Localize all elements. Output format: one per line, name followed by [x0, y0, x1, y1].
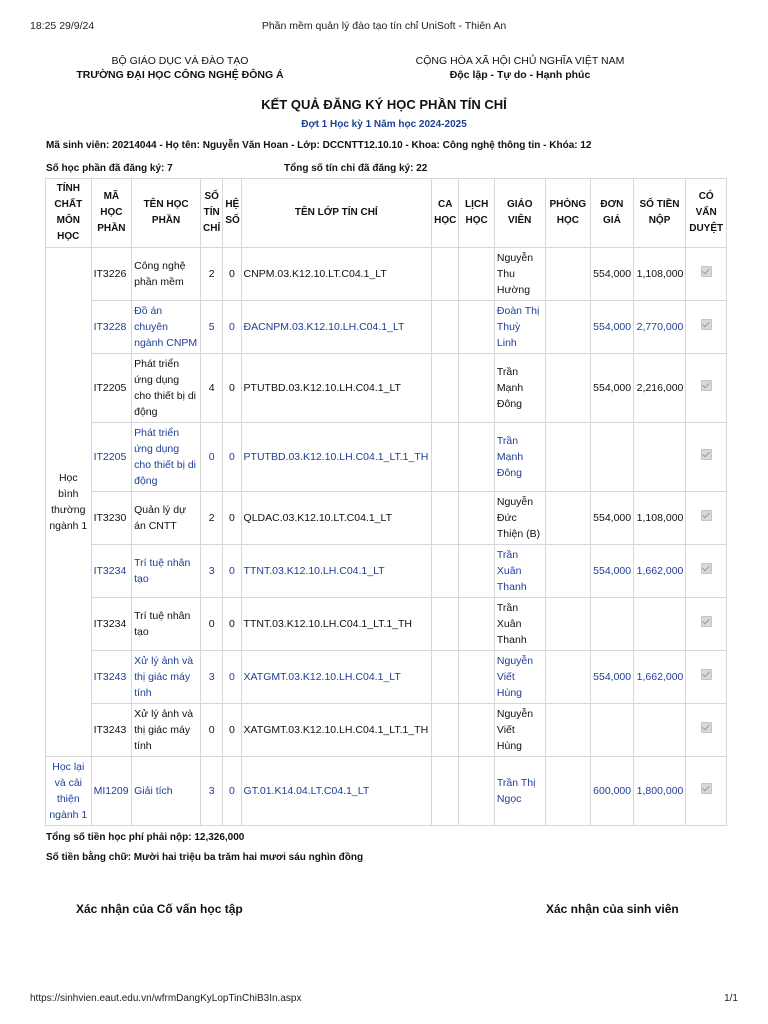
table-row	[46, 651, 727, 704]
advisor-approval-cell	[686, 248, 727, 301]
advisor-signature-label: Xác nhận của Cố vấn học tập	[76, 902, 243, 916]
table-row	[46, 598, 727, 651]
column-header: CA HỌC	[432, 179, 459, 248]
coefficient: 0	[223, 301, 241, 354]
schedule	[459, 598, 494, 651]
amount: 1,662,000	[633, 545, 686, 598]
class-name: QLDAC.03.K12.10.LT.C04.1_LT	[241, 492, 432, 545]
advisor-approval-cell	[686, 301, 727, 354]
column-header: PHÒNG HỌC	[545, 179, 591, 248]
amount: 1,108,000	[633, 248, 686, 301]
approved-checkbox[interactable]	[701, 266, 712, 277]
credits: 3	[201, 651, 223, 704]
class-name: CNPM.03.K12.10.LT.C04.1_LT	[241, 248, 432, 301]
coefficient: 0	[223, 492, 241, 545]
approved-checkbox[interactable]	[701, 380, 712, 391]
course-name: Giải tích	[132, 757, 201, 826]
course-category: Học lại và cải thiện ngành 1	[46, 757, 92, 826]
course-code: IT2205	[91, 354, 132, 423]
report-subtitle: Đợt 1 Học kỳ 1 Năm học 2024-2025	[301, 119, 467, 130]
class-name: ĐACNPM.03.K12.10.LH.C04.1_LT	[241, 301, 432, 354]
national-motto: Độc lập - Tự do - Hạnh phúc	[449, 69, 591, 81]
amount	[633, 598, 686, 651]
course-name: Xử lý ảnh và thị giác máy tính	[132, 651, 201, 704]
report-title: KẾT QUẢ ĐĂNG KÝ HỌC PHẦN TÍN CHỈ	[261, 97, 507, 112]
coefficient: 0	[223, 757, 241, 826]
table-row	[46, 354, 727, 423]
registration-table	[45, 178, 727, 826]
table-body	[46, 248, 727, 826]
unit-price: 554,000	[591, 248, 634, 301]
credits: 0	[201, 423, 223, 492]
schedule	[459, 248, 494, 301]
teacher: Nguyễn Viết Hùng	[494, 651, 545, 704]
course-name: Trí tuệ nhân tạo	[132, 545, 201, 598]
schedule	[459, 354, 494, 423]
unit-price: 554,000	[591, 301, 634, 354]
column-header: MÃ HỌC PHẦN	[91, 179, 132, 248]
course-name: Quản lý dự án CNTT	[132, 492, 201, 545]
approved-checkbox[interactable]	[701, 722, 712, 733]
credits: 0	[201, 598, 223, 651]
teacher: Nguyễn Thu Hường	[494, 248, 545, 301]
shift	[432, 545, 459, 598]
approved-checkbox[interactable]	[701, 319, 712, 330]
shift	[432, 248, 459, 301]
room	[545, 651, 591, 704]
teacher: Trần Mạnh Đông	[494, 423, 545, 492]
credits: 2	[201, 248, 223, 301]
amount: 2,216,000	[633, 354, 686, 423]
country-name: CỘNG HÒA XÃ HỘI CHỦ NGHĨA VIỆT NAM	[415, 55, 625, 67]
room	[545, 704, 591, 757]
course-code: IT3234	[91, 598, 132, 651]
page-number: 1/1	[724, 993, 738, 1004]
schedule	[459, 757, 494, 826]
advisor-approval-cell	[686, 651, 727, 704]
class-name: XATGMT.03.K12.10.LH.C04.1_LT.1_TH	[241, 704, 432, 757]
coefficient: 0	[223, 651, 241, 704]
class-name: GT.01.K14.04.LT.C04.1_LT	[241, 757, 432, 826]
teacher: Trần Xuân Thanh	[494, 598, 545, 651]
shift	[432, 492, 459, 545]
page-url: https://sinhvien.eaut.edu.vn/wfrmDangKyLopTinChiB3In.aspx	[30, 993, 302, 1004]
unit-price: 554,000	[591, 354, 634, 423]
room	[545, 492, 591, 545]
class-name: PTUTBD.03.K12.10.LH.C04.1_LT.1_TH	[241, 423, 432, 492]
print-header	[0, 0, 768, 34]
advisor-approval-cell	[686, 704, 727, 757]
advisor-approval-cell	[686, 423, 727, 492]
course-name: Xử lý ảnh và thị giác máy tính	[132, 704, 201, 757]
amount: 1,108,000	[633, 492, 686, 545]
coefficient: 0	[223, 598, 241, 651]
coefficient: 0	[223, 545, 241, 598]
unit-price: 600,000	[591, 757, 634, 826]
advisor-approval-cell	[686, 598, 727, 651]
course-code: IT3243	[91, 651, 132, 704]
credits: 0	[201, 704, 223, 757]
credits: 3	[201, 757, 223, 826]
ministry-name: BỘ GIÁO DỤC VÀ ĐÀO TẠO	[111, 55, 249, 67]
total-fee: Tổng số tiền học phí phải nộp: 12,326,000	[46, 832, 245, 843]
print-datetime: 18:25 29/9/24	[30, 20, 95, 32]
approved-checkbox[interactable]	[701, 616, 712, 627]
unit-price: 554,000	[591, 545, 634, 598]
unit-price	[591, 423, 634, 492]
teacher: Trần Mạnh Đông	[494, 354, 545, 423]
shift	[432, 757, 459, 826]
room	[545, 354, 591, 423]
unit-price	[591, 598, 634, 651]
teacher: Nguyễn Đức Thiện (B)	[494, 492, 545, 545]
approved-checkbox[interactable]	[701, 510, 712, 521]
shift	[432, 598, 459, 651]
table-row	[46, 492, 727, 545]
advisor-approval-cell	[686, 492, 727, 545]
table-row	[46, 704, 727, 757]
approved-checkbox[interactable]	[701, 669, 712, 680]
shift	[432, 651, 459, 704]
amount: 1,800,000	[633, 757, 686, 826]
unit-price: 554,000	[591, 651, 634, 704]
course-category: Học bình thường ngành 1	[46, 248, 92, 757]
room	[545, 423, 591, 492]
coefficient: 0	[223, 704, 241, 757]
amount: 1,662,000	[633, 651, 686, 704]
registered-courses-count: Số học phần đã đăng ký: 7	[46, 163, 173, 174]
class-name: XATGMT.03.K12.10.LH.C04.1_LT	[241, 651, 432, 704]
room	[545, 545, 591, 598]
schedule	[459, 301, 494, 354]
teacher: Đoàn Thị Thuỳ Linh	[494, 301, 545, 354]
schedule	[459, 492, 494, 545]
unit-price	[591, 704, 634, 757]
schedule	[459, 545, 494, 598]
teacher: Nguyễn Viết Hùng	[494, 704, 545, 757]
column-header: SỐ TIỀN NỘP	[633, 179, 686, 248]
student-info: Mã sinh viên: 20214044 - Họ tên: Nguyễn Văn Hoan - Lớp: DCCNTT12.10.10 - Khoa: Công nghệ thông tin - Khóa: 12	[46, 140, 592, 151]
room	[545, 757, 591, 826]
column-header: HỆ SỐ	[223, 179, 241, 248]
university-name: TRƯỜNG ĐẠI HỌC CÔNG NGHỆ ĐÔNG Á	[76, 69, 284, 81]
advisor-approval-cell	[686, 757, 727, 826]
amount: 2,770,000	[633, 301, 686, 354]
course-name: Công nghệ phần mềm	[132, 248, 201, 301]
column-header: TÊN LỚP TÍN CHỈ	[241, 179, 432, 248]
course-name: Phát triển ứng dụng cho thiết bị di động	[132, 354, 201, 423]
totals-block	[46, 828, 363, 868]
class-name: PTUTBD.03.K12.10.LH.C04.1_LT	[241, 354, 432, 423]
ministry-block	[60, 54, 300, 82]
schedule	[459, 651, 494, 704]
course-code: IT3234	[91, 545, 132, 598]
table-row	[46, 757, 727, 826]
shift	[432, 354, 459, 423]
credits: 2	[201, 492, 223, 545]
table-row	[46, 248, 727, 301]
national-motto-block	[400, 54, 640, 82]
advisor-approval-cell	[686, 545, 727, 598]
course-name: Trí tuệ nhân tạo	[132, 598, 201, 651]
coefficient: 0	[223, 248, 241, 301]
shift	[432, 704, 459, 757]
credits: 3	[201, 545, 223, 598]
teacher: Trần Xuân Thanh	[494, 545, 545, 598]
amount	[633, 423, 686, 492]
shift	[432, 423, 459, 492]
column-header: GIÁO VIÊN	[494, 179, 545, 248]
table-row	[46, 423, 727, 492]
advisor-approval-cell	[686, 354, 727, 423]
course-name: Đồ án chuyên ngành CNPM	[132, 301, 201, 354]
table-row	[46, 545, 727, 598]
column-header: ĐƠN GIÁ	[591, 179, 634, 248]
registration-summary	[46, 163, 726, 174]
approved-checkbox[interactable]	[701, 449, 712, 460]
coefficient: 0	[223, 423, 241, 492]
column-header: TÊN HỌC PHẦN	[132, 179, 201, 248]
table-header-row	[46, 179, 727, 248]
amount	[633, 704, 686, 757]
shift	[432, 301, 459, 354]
credits: 5	[201, 301, 223, 354]
table-row	[46, 301, 727, 354]
teacher: Trần Thị Ngọc	[494, 757, 545, 826]
course-code: IT3230	[91, 492, 132, 545]
course-code: MI1209	[91, 757, 132, 826]
course-code: IT3243	[91, 704, 132, 757]
total-fee-in-words: Số tiền bằng chữ: Mười hai triệu ba trăm hai mươi sáu nghìn đồng	[46, 852, 364, 863]
class-name: TTNT.03.K12.10.LH.C04.1_LT.1_TH	[241, 598, 432, 651]
course-code: IT3228	[91, 301, 132, 354]
schedule	[459, 423, 494, 492]
room	[545, 598, 591, 651]
registered-credits-count: Tổng số tín chỉ đã đăng ký: 22	[284, 163, 428, 174]
column-header: CÓ VẤN DUYỆT	[686, 179, 727, 248]
class-name: TTNT.03.K12.10.LH.C04.1_LT	[241, 545, 432, 598]
coefficient: 0	[223, 354, 241, 423]
unit-price: 554,000	[591, 492, 634, 545]
course-name: Phát triển ứng dụng cho thiết bị di động	[132, 423, 201, 492]
print-title: Phần mềm quản lý đào tạo tín chỉ UniSoft - Thiên An	[261, 20, 507, 32]
room	[545, 248, 591, 301]
schedule	[459, 704, 494, 757]
column-header: TÍNH CHẤT MÔN HỌC	[46, 179, 92, 248]
approved-checkbox[interactable]	[701, 563, 712, 574]
approved-checkbox[interactable]	[701, 783, 712, 794]
credits: 4	[201, 354, 223, 423]
course-code: IT2205	[91, 423, 132, 492]
student-signature-label: Xác nhận của sinh viên	[546, 902, 679, 916]
course-code: IT3226	[91, 248, 132, 301]
column-header: SỐ TÍN CHỈ	[201, 179, 223, 248]
column-header: LỊCH HỌC	[459, 179, 494, 248]
room	[545, 301, 591, 354]
